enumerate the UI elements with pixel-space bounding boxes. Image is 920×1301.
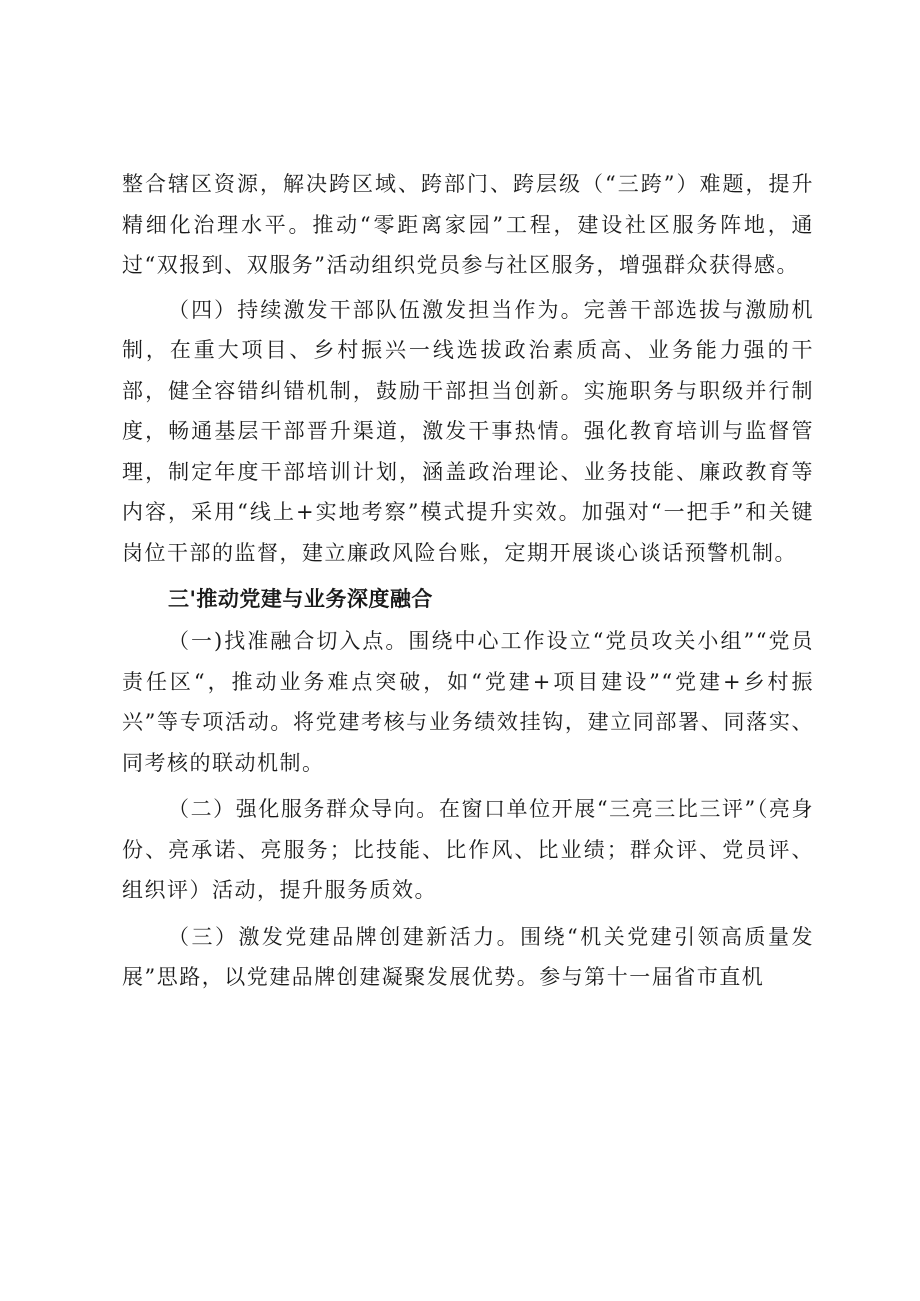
paragraph-cadre-team: （四）持续激发干部队伍激发担当作为。完善干部选拔与激励机制，在重大项目、乡村振兴一线选拔政治素质高、业务能力强的干部，健全容错纠错机制，鼓励干部担当创新。实施职务与职级并行制度，畅通基层干部晋升渠道，激发干事热情。强化教育培训与监督管理，制定年度干部培训计划，涵盖政治理论、业务技能、廉政教育等内容，采用“线上+实地考察”模式提升实效。加强对“一把手”和关键岗位干部的监督，建立廉政风险台账，定期开展谈心谈话预警机制。: [122, 297, 814, 565]
section-heading-3: 三'推动党建与业务深度融合: [168, 587, 433, 611]
paragraph-integration-point: （一)找准融合切入点。围绕中心工作设立“党员攻关小组”“党员责任区“，推动业务难点突破，如“党建+项目建设”“党建+乡村振兴”等专项活动。将党建考核与业务绩效挂钩，建立同部署、同落实、同考核的联动机制。: [122, 629, 814, 775]
paragraph-serve-masses: （二）强化服务群众导向。在窗口单位开展“三亮三比三评”（亮身份、亮承诺、亮服务；比技能、比作风、比业绩；群众评、党员评、组织评）活动，提升服务质效。: [122, 797, 814, 902]
paragraph-brand-building: （三）激发党建品牌创建新活力。围绕“机关党建引领高质量发展”思路，以党建品牌创建凝聚发展优势。参与第十一届省市直机: [122, 924, 814, 989]
document-body: [122, 164, 814, 998]
paragraph-continuation: 整合辖区资源，解决跨区域、跨部门、跨层级（“三跨”）难题，提升精细化治理水平。推动“零距离家园”工程，建设社区服务阵地，通过“双报到、双服务”活动组织党员参与社区服务，增强群众获得感。: [122, 172, 814, 277]
